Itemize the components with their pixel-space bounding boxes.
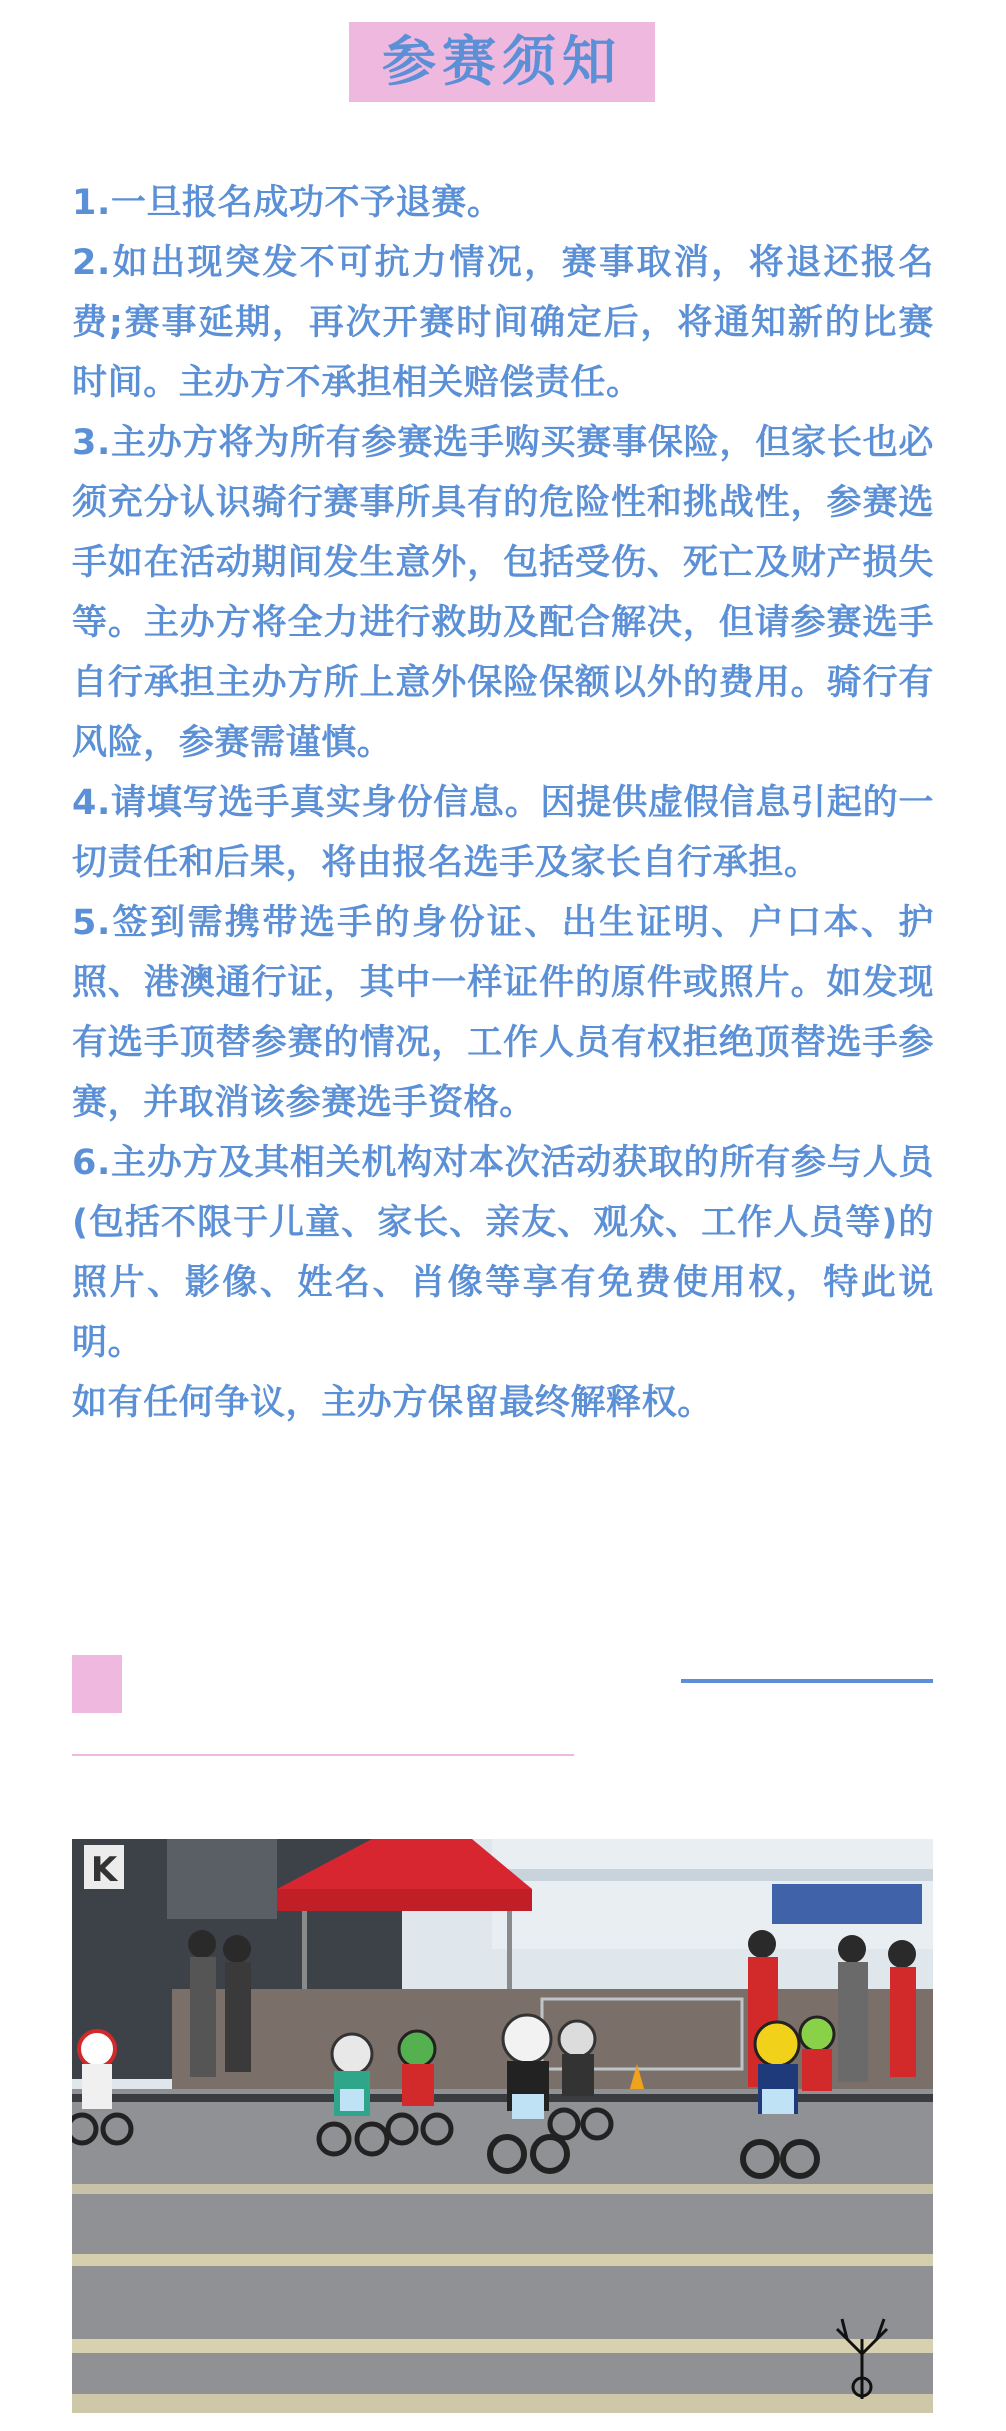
watermark-letter: K (90, 1850, 118, 1890)
decorative-pink-square (72, 1655, 122, 1713)
page-title: 参赛须知 (382, 30, 622, 93)
notice-item-2: 2.如出现突发不可抗力情况，赛事取消，将退还报名费;赛事延期，再次开赛时间确定后，将通知新的比赛时间。主办方不承担相关赔偿责任。 (72, 243, 934, 403)
decorative-blue-line (681, 1679, 933, 1683)
race-photo (72, 1839, 933, 2413)
notice-item-5: 5.签到需携带选手的身份证、出生证明、户口本、护照、港澳通行证，其中一样证件的原件或照片。如发现有选手顶替参赛的情况，工作人员有权拒绝顶替选手参赛，并取消该参赛选手资格。 (72, 903, 934, 1123)
notice-item-1: 1.一旦报名成功不予退赛。 (72, 183, 503, 223)
notice-item-4: 4.请填写选手真实身份信息。因提供虚假信息引起的一切责任和后果，将由报名选手及家长自行承担。 (72, 783, 934, 883)
title-banner (349, 22, 655, 102)
notice-body (72, 173, 934, 1433)
race-photo-illustration (72, 1839, 933, 2413)
notice-item-3: 3.主办方将为所有参赛选手购买赛事保险，但家长也必须充分认识骑行赛事所具有的危险性和挑战性，参赛选手如在活动期间发生意外，包括受伤、死亡及财产损失等。主办方将全力进行救助及配合解决，但请参赛选手自行承担主办方所上意外保险保额以外的费用。骑行有风险，参赛需谨慎。 (72, 423, 934, 763)
notice-item-6: 6.主办方及其相关机构对本次活动获取的所有参与人员(包括不限于儿童、家长、亲友、观众、工作人员等)的照片、影像、姓名、肖像等享有免费使用权，特此说明。 (72, 1143, 934, 1363)
notice-closing: 如有任何争议，主办方保留最终解释权。 (72, 1383, 713, 1423)
decorative-pink-divider (72, 1754, 574, 1756)
